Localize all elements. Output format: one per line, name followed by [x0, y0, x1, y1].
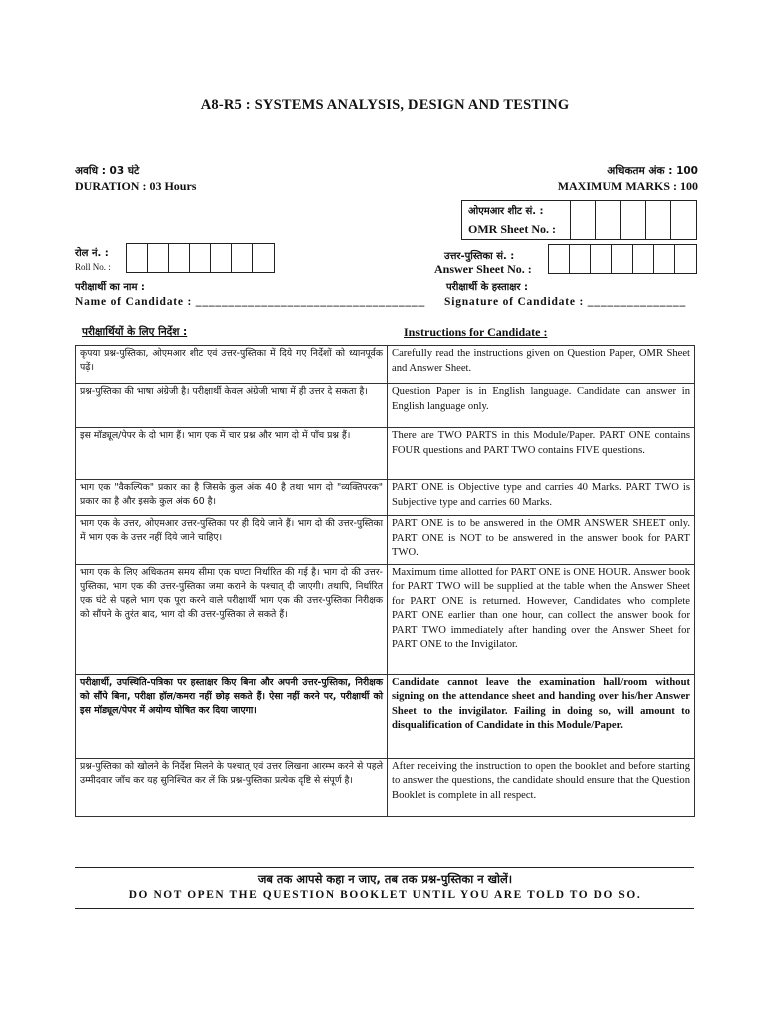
- signature-label-hindi: परीक्षार्थी के हस्ताक्षर :: [446, 282, 528, 293]
- instruction-row: [76, 428, 695, 480]
- omr-label-box: [461, 200, 571, 240]
- instruction-english: Candidate cannot leave the examination hall/room without signing on the attendance sheet and handing over his/her Answer Sheet to the invigilator. Failing in doing so, will amount to disqualification of Candidate in this Module/Paper.: [388, 674, 695, 758]
- instruction-row: [76, 516, 695, 565]
- instruction-hindi: प्रश्न-पुस्तिका को खोलने के निर्देश मिलने के पश्चात् एवं उत्तर लिखना आरम्भ करने से पहले उम्मीदवार जाँच कर यह सुनिश्चित कर लें कि प्रश्न-पुस्तिका प्रत्येक दृष्टि से संपूर्ण है।: [76, 758, 388, 816]
- roll-number-boxes[interactable]: [126, 243, 275, 273]
- roll-label-english: Roll No. :: [75, 262, 111, 272]
- answer-sheet-label-english: Answer Sheet No. :: [434, 262, 532, 276]
- duration-english: DURATION : 03 Hours: [75, 179, 197, 193]
- instruction-row: [76, 346, 695, 384]
- instruction-hindi: कृपया प्रश्न-पुस्तिका, ओएमआर शीट एवं उत्तर-पुस्तिका में दिये गए निर्देशों को ध्यानपूर्वक पढ़ें।: [76, 346, 388, 384]
- paper-title: A8-R5 : SYSTEMS ANALYSIS, DESIGN AND TESTING: [200, 97, 570, 113]
- instruction-hindi: भाग एक के लिए अधिकतम समय सीमा एक घण्टा निर्धारित की गई है। भाग दो की उत्तर-पुस्तिका, भाग एक की उत्तर-पुस्तिका जमा कराने के पश्चात् दी जाएगी। तथापि, निर्धारित एक घंटे से पहले भाग एक पूरा करने वाले परीक्षार्थी भाग एक की उत्तर-पुस्तिका निरीक्षक को सौंपने के तुरंत बाद, भाग दो की उत्तर-पुस्तिका ले सकते हैं।: [76, 564, 388, 674]
- instruction-hindi: परीक्षार्थी, उपस्थिति-पत्रिका पर हस्ताक्षर किए बिना और अपनी उत्तर-पुस्तिका, निरीक्षक को सौंपे बिना, परीक्षा हॉल/कमरा नहीं छोड़ सकते हैं। ऐसा नहीं करने पर, परीक्षार्थी को इस मॉड्यूल/पेपर में अयोग्य घोषित कर दिया जाएगा।: [76, 674, 388, 758]
- instruction-hindi: भाग एक "वैकल्पिक" प्रकार का है जिसके कुल अंक 40 है तथा भाग दो "व्यक्तिपरक" प्रकार का है और इसके कुल अंक 60 है।: [76, 480, 388, 516]
- instructions-hindi-header: परीक्षार्थियों के लिए निर्देश :: [82, 326, 188, 338]
- instruction-row: [76, 564, 695, 674]
- omr-label-hindi: ओएमआर शीट सं. :: [468, 206, 544, 217]
- roll-label-hindi: रोल नं. :: [75, 248, 109, 259]
- instruction-row: [76, 758, 695, 816]
- instruction-english: Maximum time allotted for PART ONE is ONE HOUR. Answer book for PART TWO will be supplied at the table when the Answer Sheet for PART ONE is returned. However, Candidates who complete PART ONE earlier than one hour, can collect the answer book for PART TWO immediately after handing over the Answer Sheet for PART ONE to the Invigilator.: [388, 564, 695, 674]
- instruction-english: There are TWO PARTS in this Module/Paper. PART ONE contains FOUR questions and PART TWO contains FIVE questions.: [388, 428, 695, 480]
- footer-bottom-rule: [75, 908, 694, 909]
- max-marks-hindi: अधिकतम अंक : 100: [607, 165, 698, 177]
- answer-sheet-label-hindi: उत्तर-पुस्तिका सं. :: [444, 251, 515, 262]
- omr-sheet-number-boxes[interactable]: [570, 200, 697, 240]
- omr-label-english: OMR Sheet No. :: [468, 222, 556, 236]
- instruction-english: After receiving the instruction to open the booklet and before starting to answer the questions, the candidate should ensure that the Question Booklet is complete in all respect.: [388, 758, 695, 816]
- footer-warning-english: DO NOT OPEN THE QUESTION BOOKLET UNTIL YOU ARE TOLD TO DO SO.: [128, 889, 642, 901]
- instruction-english: Carefully read the instructions given on Question Paper, OMR Sheet and Answer Sheet.: [388, 346, 695, 384]
- instruction-english: PART ONE is to be answered in the OMR ANSWER SHEET only. PART ONE is NOT to be answered in the answer book for PART TWO.: [388, 516, 695, 565]
- candidate-name-field[interactable]: Name of Candidate : ___________________________________: [75, 296, 426, 308]
- footer-top-rule: [75, 867, 694, 868]
- instruction-english: Question Paper is in English language. Candidate can answer in English language only.: [388, 384, 695, 428]
- instruction-hindi: प्रश्न-पुस्तिका की भाषा अंग्रेजी है। परीक्षार्थी केवल अंग्रेजी भाषा में ही उत्तर दे सकता है।: [76, 384, 388, 428]
- candidate-name-label-hindi: परीक्षार्थी का नाम :: [75, 282, 145, 293]
- footer-warning-hindi: जब तक आपसे कहा न जाए, तब तक प्रश्न-पुस्तिका न खोलें।: [257, 872, 513, 886]
- signature-field[interactable]: Signature of Candidate : _______________: [444, 296, 686, 308]
- instructions-english-header: Instructions for Candidate :: [404, 325, 548, 339]
- instructions-table: [75, 345, 695, 817]
- instruction-row: [76, 674, 695, 758]
- instruction-english: PART ONE is Objective type and carries 40 Marks. PART TWO is Subjective type and carries 60 Marks.: [388, 480, 695, 516]
- instruction-row: [76, 384, 695, 428]
- instruction-hindi: भाग एक के उत्तर, ओएमआर उत्तर-पुस्तिका पर ही दिये जाने हैं। भाग दो की उत्तर-पुस्तिका में भाग एक के उत्तर नहीं दिये जाने चाहिए।: [76, 516, 388, 565]
- max-marks-english: MAXIMUM MARKS : 100: [557, 179, 698, 193]
- duration-hindi: अवधि : 03 घंटे: [75, 165, 140, 177]
- instruction-hindi: इस मॉड्यूल/पेपर के दो भाग हैं। भाग एक में चार प्रश्न और भाग दो में पाँच प्रश्न हैं।: [76, 428, 388, 480]
- instruction-row: [76, 480, 695, 516]
- answer-sheet-number-boxes[interactable]: [548, 244, 697, 274]
